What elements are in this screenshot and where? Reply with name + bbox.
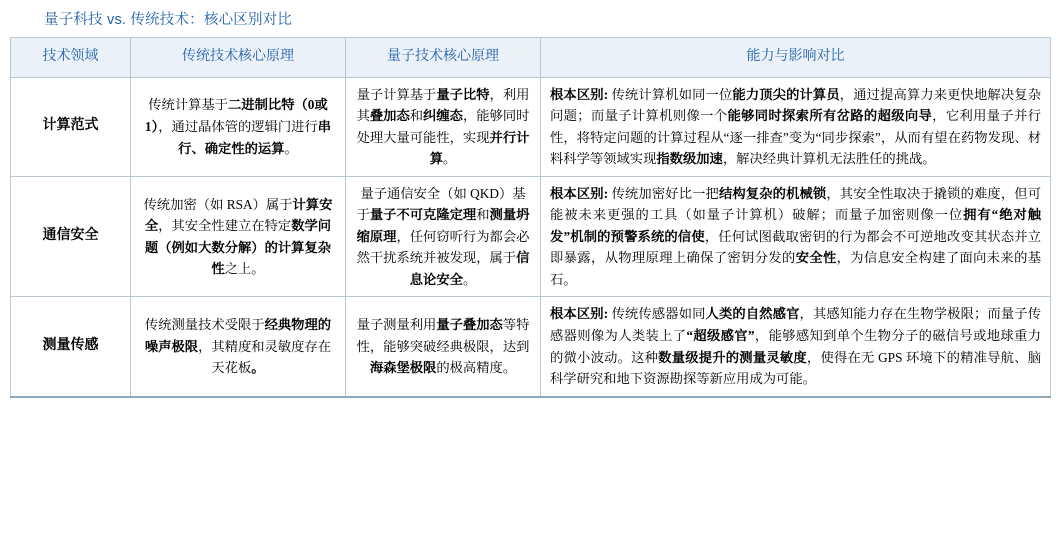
text-fragment: ，能够同时处理大量可能性，实现 bbox=[356, 108, 530, 145]
text-fragment: 的极高精度。 bbox=[436, 360, 517, 376]
table-header-row bbox=[11, 38, 1051, 78]
text-emphasis: 数学问题（例如大数分解）的计算复杂性 bbox=[144, 218, 332, 277]
text-emphasis: 安全性 bbox=[795, 250, 837, 266]
text-fragment: 和 bbox=[476, 207, 490, 223]
text-fragment: 传统加密（如 RSA）属于 bbox=[143, 196, 293, 212]
cell-comparison bbox=[541, 297, 1051, 397]
text-emphasis: 计算安全 bbox=[144, 196, 333, 234]
column-header-comparison: 能力与影响对比 bbox=[541, 38, 1051, 78]
text-fragment: ，其感知能力存在生物学极限；而量子传感器则像为人类装上了 bbox=[550, 306, 1042, 343]
text-fragment: ，它利用量子并行性，将特定问题的计算过程从“逐一排查”变为“同步探索”，从而有望在药物发现、材料科学等领域实现 bbox=[550, 108, 1042, 167]
text-emphasis: 指数级加速 bbox=[656, 151, 723, 167]
text-emphasis: 数量级提升的测量灵敏度 bbox=[658, 349, 807, 365]
text-emphasis: 信息论安全 bbox=[409, 250, 530, 287]
text-fragment: 传统计算机如同一位 bbox=[608, 86, 733, 102]
text-fragment: 量子测量利用 bbox=[356, 317, 437, 333]
column-header-classical: 传统技术核心原理 bbox=[131, 38, 346, 78]
text-emphasis: 量子不可克隆定理 bbox=[369, 207, 477, 223]
text-emphasis: 叠加态 bbox=[369, 108, 410, 124]
cell-classical bbox=[131, 297, 346, 397]
text-emphasis: 纠缠态 bbox=[423, 108, 463, 124]
text-fragment: 传统加密好比一把 bbox=[608, 185, 719, 201]
text-emphasis: 并行计算 bbox=[429, 129, 530, 167]
text-fragment: 之上。 bbox=[224, 261, 265, 277]
text-emphasis: 。 bbox=[251, 360, 265, 376]
text-fragment: ，解决经典计算机无法胜任的挑战。 bbox=[722, 151, 936, 167]
text-fragment: 传统传感器如同 bbox=[608, 306, 706, 322]
text-fragment: ，其精度和灵敏度存在天花板 bbox=[198, 338, 332, 376]
column-header-quantum: 量子技术核心原理 bbox=[346, 38, 541, 78]
text-fragment: 。 bbox=[443, 151, 457, 167]
text-fragment: ，使得在无 GPS 环境下的精准导航、脑科学研究和地下资源勘探等新应用成为可能。 bbox=[550, 349, 1042, 387]
text-emphasis: 能够同时探索所有岔路的超级向导 bbox=[727, 108, 933, 124]
text-fragment: ，能够感知到单个生物分子的磁信号或地球重力的微小波动。这种 bbox=[550, 327, 1042, 365]
text-fragment: 和 bbox=[409, 108, 424, 124]
text-fragment: ，通过提高算力来更快地解决复杂问题；而量子计算机则像一个 bbox=[550, 86, 1042, 124]
cell-area: 测量传感 bbox=[11, 297, 131, 397]
table-row bbox=[11, 77, 1051, 176]
text-emphasis: 结构复杂的机械锁 bbox=[718, 185, 827, 201]
text-fragment: ，其安全性建立在特定 bbox=[158, 218, 292, 234]
text-fragment: ，任何试图截取密钥的行为都会不可逆地改变其状态并立即暴露，从物理原理上确保了密钥分发的 bbox=[550, 228, 1042, 266]
text-emphasis: 量子叠加态 bbox=[436, 317, 503, 333]
cell-area: 计算范式 bbox=[11, 77, 131, 176]
text-emphasis: 二进制比特（0或1） bbox=[144, 97, 328, 134]
text-emphasis: 能力顶尖的计算员 bbox=[732, 86, 840, 102]
text-emphasis: 人类的自然感官 bbox=[705, 306, 800, 322]
column-header-area: 技术领域 bbox=[11, 38, 131, 78]
comparison-lead-label: 根本区别: bbox=[550, 306, 609, 322]
comparison-lead-label: 根本区别: bbox=[550, 86, 609, 102]
text-fragment: 量子计算基于 bbox=[356, 86, 437, 102]
cell-quantum bbox=[346, 297, 541, 397]
cell-area: 通信安全 bbox=[11, 176, 131, 297]
cell-comparison bbox=[541, 176, 1051, 297]
cell-classical bbox=[131, 77, 346, 176]
text-fragment: ，为信息安全构建了面向未来的基石。 bbox=[550, 250, 1042, 287]
table-header bbox=[11, 38, 1051, 78]
table-row bbox=[11, 176, 1051, 297]
comparison-table bbox=[10, 37, 1051, 398]
text-emphasis: 量子比特 bbox=[436, 86, 490, 102]
text-fragment: 。 bbox=[462, 271, 477, 287]
cell-comparison bbox=[541, 77, 1051, 176]
text-fragment: 量子通信安全（如 QKD）基于 bbox=[356, 185, 526, 223]
text-emphasis: 串行、确定性的运算 bbox=[178, 118, 332, 156]
text-emphasis: 测量坍缩原理 bbox=[356, 207, 530, 244]
text-fragment: ，其安全性取决于撬锁的难度，但可能被未来更强的工具（如量子计算机）破解；而量子加密则像一位 bbox=[550, 185, 1042, 223]
table-body bbox=[11, 77, 1051, 396]
text-emphasis: 拥有“绝对触发”机制的预警系统的信使 bbox=[550, 207, 1042, 244]
text-fragment: 传统测量技术受限于 bbox=[144, 317, 265, 333]
text-emphasis: 经典物理的噪声极限 bbox=[144, 317, 332, 354]
text-emphasis: 海森堡极限 bbox=[369, 360, 437, 376]
cell-quantum bbox=[346, 176, 541, 297]
cell-quantum bbox=[346, 77, 541, 176]
cell-classical bbox=[131, 176, 346, 297]
text-fragment: 等特性，能够突破经典极限，达到 bbox=[356, 317, 530, 354]
comparison-lead-label: 根本区别: bbox=[550, 185, 609, 201]
text-emphasis: “超级感官” bbox=[686, 327, 755, 343]
text-fragment: ，任何窃听行为都会必然干扰系统并被发现，属于 bbox=[356, 228, 530, 266]
text-fragment: ，利用其 bbox=[356, 86, 530, 124]
table-row bbox=[11, 297, 1051, 397]
page-title: 量子科技 vs. 传统技术：核心区别对比 bbox=[44, 12, 293, 28]
text-fragment: 传统计算基于 bbox=[148, 97, 229, 113]
text-fragment: ，通过晶体管的逻辑门进行 bbox=[158, 118, 318, 134]
text-fragment: 。 bbox=[284, 140, 298, 156]
